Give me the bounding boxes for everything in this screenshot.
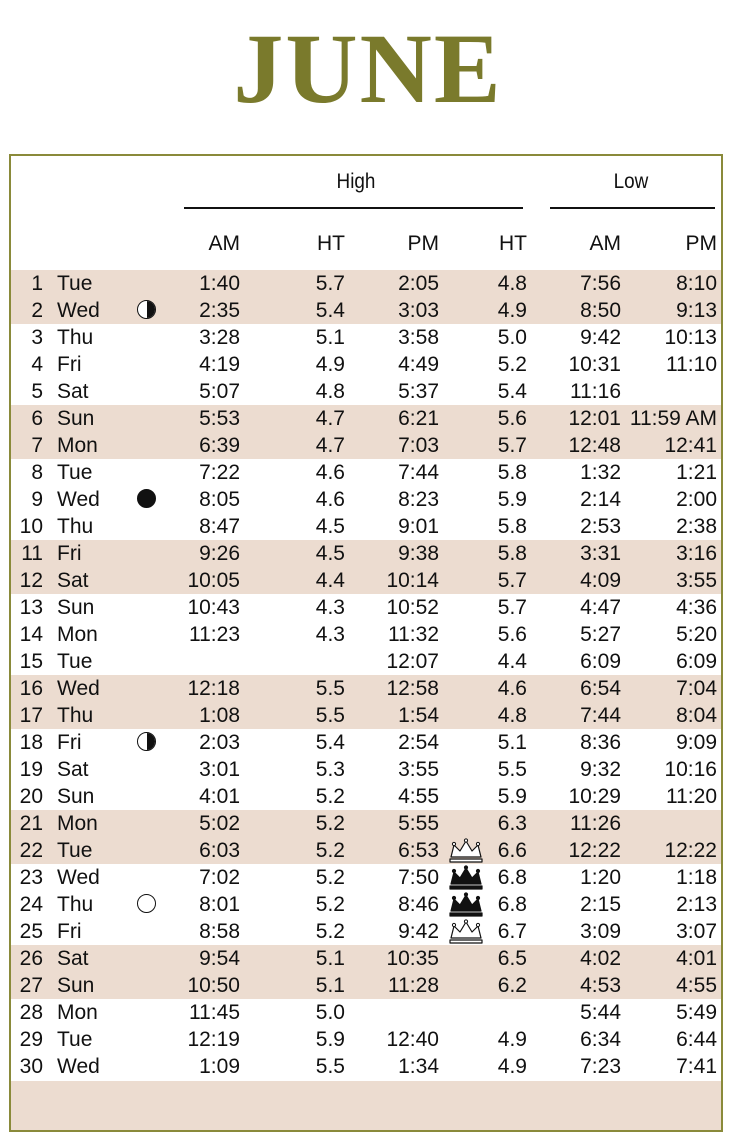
low-am-time: 4:09 [580,569,621,592]
low-pm-time: 4:55 [676,974,717,997]
high-am-height: 5.2 [315,866,345,889]
weekday: Sun [57,785,95,808]
day-number: 16 [19,677,43,700]
high-pm-height: 4.9 [497,1028,527,1051]
low-pm-time: 3:16 [676,542,717,565]
table-row [11,324,721,351]
low-pm-time: 9:13 [676,299,717,322]
day-number: 26 [19,947,43,970]
day-number: 10 [19,515,43,538]
high-am-time: 4:01 [199,785,240,808]
high-am-time: 8:05 [199,488,240,511]
new-moon-icon [137,489,156,508]
high-am-height: 5.7 [315,272,345,295]
day-number: 6 [31,407,43,430]
high-pm-height: 4.8 [497,704,527,727]
table-row [11,513,721,540]
low-am-time: 2:53 [580,515,621,538]
low-am-time: 11:26 [570,812,621,835]
high-am-height: 5.5 [315,1055,345,1078]
weekday: Wed [57,1055,100,1078]
high-am-time: 3:28 [199,326,240,349]
high-pm-time: 10:35 [386,947,439,970]
table-row [11,648,721,675]
outline-crown-icon [447,838,485,863]
low-pm-time: 9:09 [676,731,717,754]
day-number: 29 [19,1028,43,1051]
low-divider [550,207,715,209]
high-am-time: 9:26 [199,542,240,565]
low-am-time: 10:29 [568,785,621,808]
high-am-time: 10:05 [187,569,240,592]
high-am-height: 4.3 [315,596,345,619]
high-pm-height: 4.9 [497,299,527,322]
high-pm-time: 11:28 [388,974,439,997]
weekday: Sat [57,758,89,781]
high-pm-time: 9:38 [398,542,439,565]
high-pm-height: 5.8 [497,515,527,538]
high-am-height: 4.8 [315,380,345,403]
low-am-time: 2:15 [580,893,621,916]
high-am-height: 5.5 [315,677,345,700]
day-number: 13 [19,596,43,619]
low-pm-time: 6:44 [676,1028,717,1051]
low-pm-time: 4:36 [676,596,717,619]
high-pm-time: 3:58 [398,326,439,349]
high-am-time: 12:18 [187,677,240,700]
table-row [11,891,721,918]
weekday: Thu [57,326,94,349]
low-am-time: 6:09 [580,650,621,673]
day-number: 5 [31,380,43,403]
low-pm-time: 11:20 [666,785,717,808]
high-am-time: 1:09 [199,1055,240,1078]
low-pm-time: 8:10 [676,272,717,295]
table-row [11,567,721,594]
high-am-height: 4.7 [315,434,345,457]
high-am-time: 2:03 [199,731,240,754]
high-am-height: 4.3 [315,623,345,646]
high-pm-height: 5.8 [497,461,527,484]
high-pm-height: 6.6 [497,839,527,862]
high-am-time: 8:01 [199,893,240,916]
day-number: 1 [31,272,43,295]
low-pm-time: 12:22 [664,839,717,862]
high-pm-height: 6.3 [497,812,527,835]
high-pm-height: 6.8 [497,893,527,916]
day-number: 21 [19,812,43,835]
high-am-time: 6:03 [199,839,240,862]
first-quarter-moon-icon [137,300,156,319]
table-row [11,378,721,405]
high-am-height: 5.9 [315,1028,345,1051]
low-am-time: 7:44 [580,704,621,727]
day-number: 12 [19,569,43,592]
high-pm-height: 5.7 [497,569,527,592]
high-pm-height: 6.2 [497,974,527,997]
day-number: 4 [31,353,43,376]
table-row [11,810,721,837]
high-pm-time: 7:50 [398,866,439,889]
low-pm-time: 5:20 [676,623,717,646]
low-pm-time: 12:41 [664,434,717,457]
high-am-height: 5.2 [315,812,345,835]
low-pm-time: 3:55 [676,569,717,592]
high-pm-height: 5.9 [497,785,527,808]
weekday: Thu [57,515,94,538]
table-row [11,675,721,702]
day-number: 25 [19,920,43,943]
high-pm-height: 4.8 [497,272,527,295]
high-am-height: 5.0 [315,1001,345,1024]
weekday: Tue [57,1028,93,1051]
high-am-time: 11:45 [189,1001,240,1024]
high-pm-height: 4.4 [497,650,527,673]
low-pm-time: 1:18 [676,866,717,889]
weekday: Sat [57,380,89,403]
weekday: Fri [57,920,82,943]
weekday: Wed [57,299,100,322]
day-number: 19 [19,758,43,781]
low-pm-time: 10:13 [664,326,717,349]
low-am-time: 5:44 [580,1001,621,1024]
weekday: Fri [57,353,82,376]
table-row [11,621,721,648]
table-row [11,972,721,999]
table-row [11,1053,721,1080]
day-number: 8 [31,461,43,484]
day-number: 20 [19,785,43,808]
day-number: 18 [19,731,43,754]
weekday: Sat [57,947,89,970]
page-title: JUNE [233,13,503,124]
low-pm-time: 11:10 [666,353,717,376]
high-pm-time: 8:23 [398,488,439,511]
high-pm-height: 4.6 [497,677,527,700]
weekday: Mon [57,623,98,646]
high-am-height: 5.1 [315,974,345,997]
high-am-height: 5.2 [315,920,345,943]
weekday: Wed [57,677,100,700]
weekday: Sat [57,569,89,592]
high-pm-height: 6.7 [497,920,527,943]
high-am-time: 5:02 [199,812,240,835]
low-am-time: 3:31 [580,542,621,565]
high-am-height: 5.2 [315,839,345,862]
solid-crown-icon [447,865,485,890]
day-number: 23 [19,866,43,889]
high-am-time: 7:22 [199,461,240,484]
table-row [11,702,721,729]
table-row [11,1026,721,1053]
weekday: Thu [57,893,94,916]
low-group-header: Low [613,170,649,193]
high-am-height: 4.6 [315,488,345,511]
weekday: Tue [57,650,93,673]
high-pm-time: 2:05 [398,272,439,295]
day-number: 11 [21,542,43,565]
low-pm-time: 10:16 [664,758,717,781]
weekday: Tue [57,839,93,862]
high-am-time: 4:19 [199,353,240,376]
high-pm-height: 5.0 [497,326,527,349]
low-pm-time: 1:21 [676,461,717,484]
high-am-height: 5.2 [315,785,345,808]
weekday: Sun [57,974,95,997]
low-am-time: 11:16 [570,380,621,403]
low-am-time: 12:22 [568,839,621,862]
table-row [11,594,721,621]
table-row [11,486,721,513]
high-am-time: 1:08 [199,704,240,727]
weekday: Mon [57,1001,98,1024]
day-number: 24 [19,893,43,916]
high-am-height: 5.1 [315,326,345,349]
high-am-time: 10:50 [187,974,240,997]
high-pm-time: 3:55 [398,758,439,781]
column-header-high-am: AM [208,232,240,255]
high-pm-time: 4:49 [398,353,439,376]
high-pm-height: 5.8 [497,542,527,565]
high-am-height: 5.5 [315,704,345,727]
high-pm-time: 10:14 [386,569,439,592]
low-am-time: 12:01 [568,407,621,430]
low-pm-time: 5:49 [676,1001,717,1024]
weekday: Wed [57,866,100,889]
weekday: Thu [57,704,94,727]
footer-band [11,1081,721,1132]
day-number: 14 [19,623,43,646]
column-header-high-pm: PM [407,232,439,255]
high-pm-height: 4.9 [497,1055,527,1078]
high-pm-time: 1:34 [398,1055,439,1078]
table-row [11,540,721,567]
high-am-time: 8:47 [199,515,240,538]
table-row [11,459,721,486]
day-number: 28 [19,1001,43,1024]
high-pm-time: 5:55 [398,812,439,835]
low-am-time: 1:32 [580,461,621,484]
last-quarter-moon-icon [137,732,156,751]
low-am-time: 10:31 [568,353,621,376]
table-row [11,945,721,972]
low-am-time: 4:02 [580,947,621,970]
solid-crown-icon [447,892,485,917]
table-row [11,864,721,891]
table-row [11,783,721,810]
weekday: Fri [57,542,82,565]
high-pm-time: 5:37 [398,380,439,403]
low-pm-time: 6:09 [676,650,717,673]
high-pm-time: 6:53 [398,839,439,862]
weekday: Sun [57,596,95,619]
weekday: Tue [57,461,93,484]
day-number: 2 [31,299,43,322]
high-am-time: 6:39 [199,434,240,457]
low-am-time: 6:34 [580,1028,621,1051]
low-am-time: 3:09 [580,920,621,943]
day-number: 17 [19,704,43,727]
low-am-time: 9:32 [580,758,621,781]
low-am-time: 1:20 [580,866,621,889]
high-pm-time: 9:42 [398,920,439,943]
low-pm-time: 2:13 [676,893,717,916]
high-am-time: 10:43 [187,596,240,619]
high-pm-time: 4:55 [398,785,439,808]
table-row [11,270,721,297]
low-am-time: 7:23 [580,1055,621,1078]
tide-table [9,154,723,1132]
high-am-height: 4.5 [315,542,345,565]
high-pm-height: 5.9 [497,488,527,511]
day-number: 22 [19,839,43,862]
high-am-height: 4.9 [315,353,345,376]
low-pm-time: 2:00 [676,488,717,511]
day-number: 7 [31,434,43,457]
high-group-header: High [336,170,376,193]
high-am-time: 3:01 [199,758,240,781]
high-am-height: 4.7 [315,407,345,430]
high-am-time: 11:23 [189,623,240,646]
table-row [11,432,721,459]
high-am-height: 4.4 [315,569,345,592]
high-am-height: 5.4 [315,299,345,322]
day-number: 9 [31,488,43,511]
column-header-high-height-pm: HT [499,232,527,255]
low-pm-time: 3:07 [676,920,717,943]
table-row [11,756,721,783]
low-pm-time: 7:41 [676,1055,717,1078]
table-row [11,999,721,1026]
weekday: Mon [57,434,98,457]
weekday: Wed [57,488,100,511]
high-pm-height: 5.7 [497,434,527,457]
high-am-time: 12:19 [187,1028,240,1051]
table-row [11,918,721,945]
high-pm-time: 12:40 [386,1028,439,1051]
high-am-height: 5.3 [315,758,345,781]
day-number: 27 [19,974,43,997]
high-am-time: 8:58 [199,920,240,943]
high-pm-time: 11:32 [388,623,439,646]
outline-crown-icon [447,919,485,944]
high-pm-time: 1:54 [398,704,439,727]
low-pm-time: 2:38 [676,515,717,538]
full-moon-icon [137,894,156,913]
high-pm-time: 10:52 [386,596,439,619]
high-am-height: 5.2 [315,893,345,916]
high-am-time: 5:53 [199,407,240,430]
high-pm-time: 3:03 [398,299,439,322]
weekday: Mon [57,812,98,835]
low-am-time: 4:53 [580,974,621,997]
low-am-time: 12:48 [568,434,621,457]
weekday: Tue [57,272,93,295]
high-am-time: 9:54 [199,947,240,970]
weekday: Sun [57,407,95,430]
low-am-time: 8:36 [580,731,621,754]
high-am-time: 7:02 [199,866,240,889]
high-am-height: 4.6 [315,461,345,484]
low-am-time: 6:54 [580,677,621,700]
high-am-height: 5.1 [315,947,345,970]
high-am-height: 5.4 [315,731,345,754]
table-row [11,837,721,864]
high-pm-time: 7:03 [398,434,439,457]
high-pm-height: 5.1 [497,731,527,754]
high-am-height: 4.5 [315,515,345,538]
high-pm-time: 2:54 [398,731,439,754]
low-pm-time: 4:01 [676,947,717,970]
column-header-low-pm: PM [685,232,717,255]
column-header-high-height-am: HT [317,232,345,255]
low-pm-time: 11:59 AM [629,407,717,430]
column-header-low-am: AM [589,232,621,255]
high-pm-height: 5.5 [497,758,527,781]
high-pm-time: 12:07 [386,650,439,673]
high-am-time: 5:07 [199,380,240,403]
low-am-time: 8:50 [580,299,621,322]
day-number: 3 [31,326,43,349]
table-row [11,297,721,324]
high-pm-time: 12:58 [386,677,439,700]
high-divider [184,207,523,209]
low-am-time: 5:27 [580,623,621,646]
low-am-time: 2:14 [580,488,621,511]
low-am-time: 9:42 [580,326,621,349]
high-pm-time: 8:46 [398,893,439,916]
high-pm-height: 6.5 [497,947,527,970]
high-pm-time: 9:01 [398,515,439,538]
low-pm-time: 8:04 [676,704,717,727]
day-number: 30 [19,1055,43,1078]
table-row [11,729,721,756]
high-am-time: 1:40 [199,272,240,295]
high-pm-height: 5.6 [497,623,527,646]
weekday: Fri [57,731,82,754]
high-am-time: 2:35 [199,299,240,322]
table-row [11,405,721,432]
table-row [11,351,721,378]
low-pm-time: 7:04 [676,677,717,700]
high-pm-time: 6:21 [398,407,439,430]
day-number: 15 [19,650,43,673]
high-pm-height: 5.6 [497,407,527,430]
low-am-time: 7:56 [580,272,621,295]
high-pm-time: 7:44 [398,461,439,484]
high-pm-height: 5.2 [497,353,527,376]
high-pm-height: 5.7 [497,596,527,619]
low-am-time: 4:47 [580,596,621,619]
high-pm-height: 6.8 [497,866,527,889]
high-pm-height: 5.4 [497,380,527,403]
